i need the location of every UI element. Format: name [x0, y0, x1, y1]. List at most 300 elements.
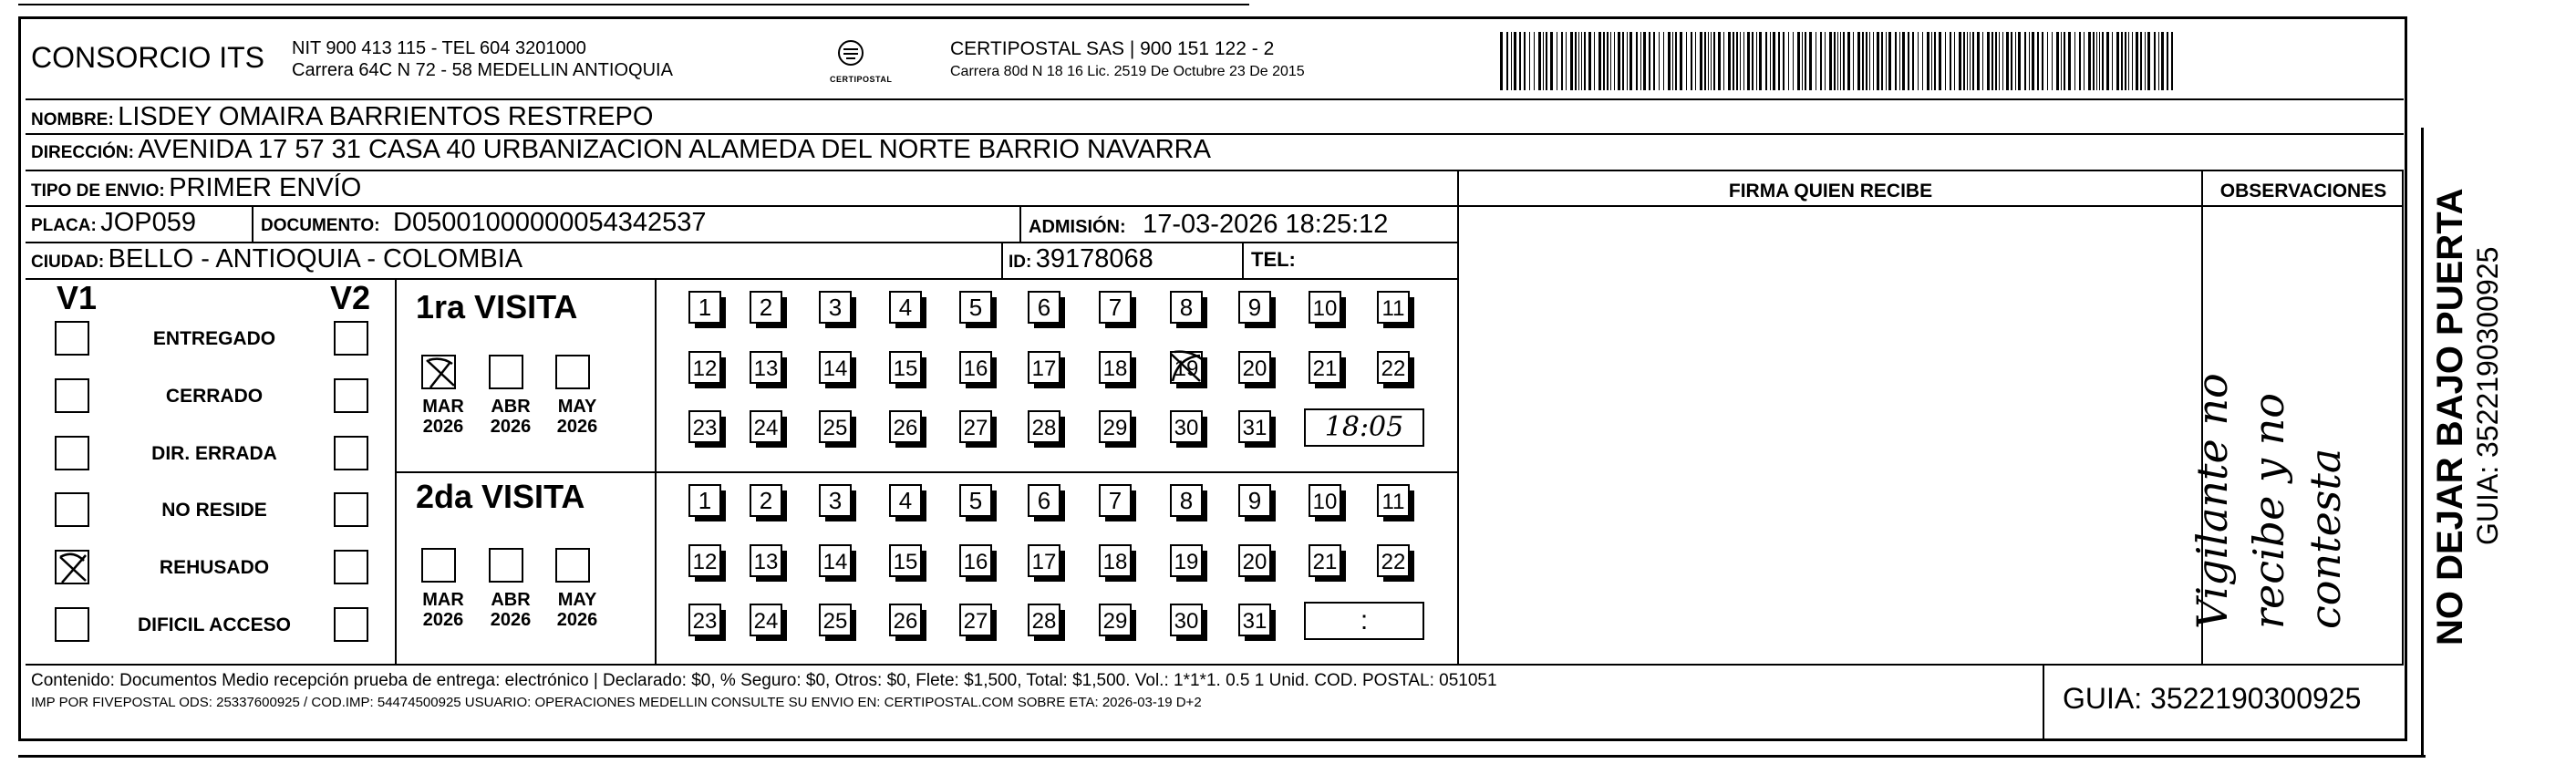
v2-checkbox[interactable] — [334, 321, 368, 356]
footer-top-line — [26, 664, 2404, 666]
firma-left-border — [1457, 170, 1459, 664]
day-box[interactable] — [959, 484, 992, 517]
barcode-bar — [1718, 32, 1721, 90]
day-box[interactable] — [1238, 351, 1271, 384]
day-number: 30 — [1174, 416, 1199, 440]
right-frame-line — [2421, 128, 2424, 757]
placa-row — [31, 208, 196, 238]
day-number: 2 — [759, 487, 773, 514]
barcode-bar — [1747, 32, 1750, 90]
barcode-bar — [1524, 32, 1526, 90]
barcode-bar — [1899, 32, 1900, 90]
admision-row — [1029, 210, 1388, 240]
barcode-bar — [1636, 32, 1638, 90]
day-box[interactable] — [1099, 410, 1132, 443]
barcode-bar — [1603, 32, 1605, 90]
day-box[interactable] — [819, 410, 852, 443]
barcode-bar — [1581, 32, 1582, 90]
barcode-bar — [2112, 32, 2113, 90]
barcode-bar — [1570, 32, 1573, 90]
barcode-bar — [1519, 32, 1521, 90]
tipo-envio-row — [31, 173, 361, 203]
ciudad-label: CIUDAD: — [31, 253, 105, 272]
admision-value: 17-03-2026 18:25:12 — [1143, 210, 1389, 239]
day-number: 16 — [963, 550, 988, 574]
day-number: 13 — [753, 550, 779, 574]
documento-row — [261, 208, 707, 238]
status-label: REHUSADO — [159, 557, 270, 578]
status-label: DIR. ERRADA — [151, 443, 277, 464]
v2-label: V2 — [330, 279, 371, 316]
day-number: 17 — [1031, 550, 1057, 574]
barcode-bar — [1708, 32, 1709, 90]
day-number: 1 — [698, 294, 712, 321]
month-checkbox[interactable] — [421, 548, 456, 583]
v2-checkbox[interactable] — [334, 550, 368, 584]
barcode-bar — [1972, 32, 1974, 90]
barcode-bar — [1765, 32, 1767, 90]
barcode-bar — [1888, 32, 1891, 90]
day-number: 10 — [1312, 490, 1338, 514]
placa-label: PLACA: — [31, 216, 97, 235]
barcode-bar — [2074, 32, 2075, 90]
v2-checkbox[interactable] — [334, 607, 368, 642]
day-number: 19 — [1174, 550, 1199, 574]
id-row — [1009, 244, 1154, 274]
barcode-bar — [2084, 32, 2085, 90]
day-box[interactable] — [1238, 410, 1271, 443]
barcode-bar — [1773, 32, 1775, 90]
day-number: 31 — [1242, 609, 1267, 634]
barcode-bar — [1809, 32, 1812, 90]
day-number: 25 — [822, 416, 848, 440]
time-value: 18:05 — [1324, 411, 1404, 443]
barcode-bar — [1922, 32, 1923, 90]
barcode-bar — [1594, 32, 1595, 90]
barcode-bar — [1895, 32, 1897, 90]
day-number: 29 — [1102, 609, 1128, 634]
month-name: ABR — [491, 397, 531, 417]
day-box[interactable] — [688, 351, 721, 384]
barcode-bar — [1843, 32, 1845, 90]
barcode-bar — [1886, 32, 1887, 90]
barcode-bar — [2093, 32, 2095, 90]
barcode-bar — [2167, 32, 2168, 90]
barcode-bar — [1862, 32, 1864, 90]
day-number: 11 — [1381, 490, 1405, 514]
day-box[interactable] — [1028, 351, 1060, 384]
day-box[interactable] — [688, 291, 721, 324]
barcode-bar — [1659, 32, 1660, 90]
barcode-bar — [1610, 32, 1611, 90]
day-box[interactable] — [959, 410, 992, 443]
day-box[interactable] — [1028, 291, 1060, 324]
barcode-bar — [1995, 32, 1997, 90]
day-box[interactable] — [889, 604, 922, 636]
day-box[interactable] — [1377, 291, 1410, 324]
barcode-bar — [2171, 32, 2173, 90]
barcode-bar — [1959, 32, 1961, 90]
month-checkbox[interactable] — [555, 355, 590, 389]
v2-checkbox[interactable] — [334, 378, 368, 413]
day-number: 20 — [1242, 550, 1267, 574]
company-name: CONSORCIO ITS — [31, 41, 265, 74]
barcode-bar — [1649, 32, 1650, 90]
day-box[interactable] — [819, 351, 852, 384]
barcode-bar — [1945, 32, 1946, 90]
certipostal-logo — [830, 36, 872, 78]
barcode-bar — [1847, 32, 1850, 90]
barcode-bar — [2158, 32, 2159, 90]
barcode-bar — [1584, 32, 1586, 90]
first-visit-label: 1ra VISITA — [416, 288, 578, 325]
day-box[interactable] — [1099, 604, 1132, 636]
company-nit: NIT 900 413 115 - TEL 604 3201000 — [292, 38, 586, 58]
barcode-bar — [1680, 32, 1682, 90]
barcode-bar — [2056, 32, 2059, 90]
barcode-bar — [2002, 32, 2003, 90]
row-line-4 — [26, 242, 1459, 243]
month-label — [552, 590, 603, 630]
row-line-5 — [26, 278, 1459, 280]
barcode-bar — [1793, 32, 1794, 90]
day-box[interactable] — [889, 291, 922, 324]
day-box[interactable] — [819, 484, 852, 517]
id-value: 39178068 — [1035, 244, 1154, 274]
barcode-bar — [1538, 32, 1541, 90]
month-name: MAY — [557, 397, 597, 417]
day-number: 4 — [898, 487, 913, 514]
footer-guia: GUIA: 3522190300925 — [2063, 682, 2362, 715]
handwritten-observation: Vigilante no recibe y no contesta — [2188, 373, 2350, 629]
day-number: 28 — [1031, 609, 1057, 634]
barcode-bar — [2125, 32, 2126, 90]
barcode-bar — [1529, 32, 1530, 90]
day-box[interactable] — [1170, 291, 1203, 324]
day-box[interactable] — [1238, 544, 1271, 577]
day-box[interactable] — [1099, 544, 1132, 577]
barcode-bar — [1713, 32, 1715, 90]
second-visit-label: 2da VISITA — [416, 478, 585, 515]
day-box[interactable] — [1028, 484, 1060, 517]
barcode-bar — [1967, 32, 1968, 90]
day-box[interactable] — [1170, 604, 1203, 636]
barcode-bar — [2068, 32, 2071, 90]
day-number: 17 — [1031, 356, 1057, 381]
day-number: 14 — [822, 356, 848, 381]
barcode-bar — [1740, 32, 1741, 90]
tel-label: TEL: — [1251, 248, 1296, 271]
nombre-label: NOMBRE: — [31, 110, 114, 129]
barcode-bar — [1622, 32, 1624, 90]
barcode-bar — [2037, 32, 2039, 90]
side-guia: GUIA: 3522190300925 — [2471, 246, 2504, 545]
day-number: 21 — [1312, 550, 1338, 574]
month-year: 2026 — [422, 610, 464, 630]
barcode-bar — [1728, 32, 1731, 90]
logo-text: CERTIPOSTAL — [830, 75, 893, 84]
day-number: 29 — [1102, 416, 1128, 440]
v1-checkbox[interactable] — [55, 550, 89, 584]
observaciones-right-border — [2402, 170, 2404, 664]
day-number: 22 — [1381, 356, 1406, 381]
barcode-bar — [1534, 32, 1535, 90]
barcode-bar — [1736, 32, 1738, 90]
barcode-bar — [2079, 32, 2081, 90]
barcode-bar — [1869, 32, 1870, 90]
nombre-row — [31, 102, 653, 132]
admision-label: ADMISIÓN: — [1029, 217, 1126, 237]
month-year: 2026 — [490, 417, 532, 437]
ciudad-value: BELLO - ANTIOQUIA - COLOMBIA — [108, 244, 523, 274]
barcode-bar — [2145, 32, 2146, 90]
tel-divider — [1242, 242, 1244, 278]
barcode-bar — [1546, 32, 1547, 90]
day-box[interactable] — [1170, 351, 1203, 384]
day-box[interactable] — [959, 291, 992, 324]
months-days-divider — [655, 278, 657, 664]
month-name: ABR — [491, 590, 531, 610]
day-box[interactable] — [819, 291, 852, 324]
footer-print-line: IMP POR FIVEPOSTAL ODS: 25337600925 / COD.IMP: 54474500925 USUARIO: OPERACIONES MEDELLIN CONSULTE SU ENVIO EN: CERTIPOSTAL.COM SOBRE ETA: 2026-03-19 D+2 — [31, 695, 1202, 710]
v2-checkbox[interactable] — [334, 436, 368, 470]
barcode-bar — [2042, 32, 2043, 90]
barcode-bar — [1902, 32, 1905, 90]
v1-checkbox[interactable] — [55, 607, 89, 642]
barcode-bar — [2121, 32, 2123, 90]
barcode-bar — [2116, 32, 2119, 90]
day-box[interactable] — [688, 544, 721, 577]
barcode-bar — [1578, 32, 1579, 90]
barcode-bar — [2029, 32, 2030, 90]
barcode-bar — [1834, 32, 1836, 90]
v1-checkbox[interactable] — [55, 436, 89, 470]
barcode-bar — [1778, 32, 1780, 90]
barcode-bar — [1663, 32, 1664, 90]
day-box[interactable] — [750, 604, 782, 636]
day-number: 18 — [1102, 356, 1128, 381]
observaciones-label: OBSERVACIONES — [2219, 181, 2387, 201]
day-box[interactable] — [688, 604, 721, 636]
day-box[interactable] — [750, 410, 782, 443]
ciudad-row — [31, 244, 522, 274]
day-box[interactable] — [688, 484, 721, 517]
month-checkbox[interactable] — [555, 548, 590, 583]
day-box[interactable] — [1238, 484, 1271, 517]
barcode-bar — [2047, 32, 2048, 90]
barcode-bar — [1691, 32, 1692, 90]
day-number: 9 — [1247, 487, 1262, 514]
day-box[interactable] — [1099, 351, 1132, 384]
v2-checkbox[interactable] — [334, 492, 368, 527]
day-box[interactable] — [959, 604, 992, 636]
documento-label: DOCUMENTO: — [261, 216, 380, 235]
barcode-bar — [1566, 32, 1567, 90]
barcode-bar — [2088, 32, 2091, 90]
month-name: MAY — [557, 590, 597, 610]
tipo-envio-label: TIPO DE ENVIO: — [31, 181, 165, 201]
day-box[interactable] — [1028, 544, 1060, 577]
footer-guia-divider — [2043, 664, 2044, 738]
day-number: 31 — [1242, 416, 1267, 440]
barcode-bar — [1618, 32, 1620, 90]
barcode-bar — [1840, 32, 1841, 90]
barcode-bar — [1866, 32, 1867, 90]
day-number: 7 — [1108, 487, 1122, 514]
barcode-bar — [1912, 32, 1914, 90]
day-box[interactable] — [1309, 484, 1341, 517]
barcode-bar — [2018, 32, 2021, 90]
firma-label: FIRMA QUIEN RECIBE — [1728, 181, 1933, 201]
barcode-bar — [1999, 32, 2000, 90]
time-box[interactable] — [1304, 408, 1424, 447]
barcode-bar — [2096, 32, 2097, 90]
barcode-bar — [1857, 32, 1860, 90]
placa-value: JOP059 — [100, 208, 197, 237]
day-number: 26 — [893, 416, 918, 440]
day-box[interactable] — [1028, 604, 1060, 636]
barcode-bar — [2064, 32, 2065, 90]
day-box[interactable] — [750, 484, 782, 517]
month-year: 2026 — [556, 417, 598, 437]
barcode-bar — [1561, 32, 1563, 90]
day-box[interactable] — [819, 544, 852, 577]
postal-license: Carrera 80d N 18 16 Lic. 2519 De Octubre 23 De 2015 — [950, 64, 1305, 79]
barcode-bar — [1733, 32, 1734, 90]
v1-label: V1 — [57, 279, 98, 316]
barcode-bar — [2154, 32, 2156, 90]
day-number: 8 — [1179, 487, 1194, 514]
day-box[interactable] — [1099, 484, 1132, 517]
day-number: 21 — [1312, 356, 1338, 381]
barcode-bar — [1877, 32, 1879, 90]
month-checkbox[interactable] — [421, 355, 456, 389]
month-checkbox[interactable] — [489, 548, 523, 583]
day-number: 1 — [698, 487, 712, 514]
day-number: 9 — [1247, 294, 1262, 321]
day-number: 15 — [893, 356, 918, 381]
day-box[interactable] — [1170, 410, 1203, 443]
day-number: 20 — [1242, 356, 1267, 381]
id-label: ID: — [1009, 253, 1032, 272]
barcode-bar — [2011, 32, 2012, 90]
day-box[interactable] — [1238, 291, 1271, 324]
day-number: 26 — [893, 609, 918, 634]
barcode-bar — [1939, 32, 1941, 90]
barcode-bar — [1514, 32, 1516, 90]
day-box[interactable] — [750, 544, 782, 577]
day-box[interactable] — [688, 410, 721, 443]
company-address: Carrera 64C N 72 - 58 MEDELLIN ANTIOQUIA — [292, 60, 673, 80]
barcode-bar — [1881, 32, 1883, 90]
month-label — [485, 397, 536, 437]
postal-company: CERTIPOSTAL SAS | 900 151 122 - 2 — [950, 38, 1275, 59]
barcode-bar — [2032, 32, 2034, 90]
day-box[interactable] — [750, 351, 782, 384]
v1-checkbox[interactable] — [55, 321, 89, 356]
documento-value: D05001000000054342537 — [393, 208, 707, 237]
v1-checkbox[interactable] — [55, 492, 89, 527]
barcode-bar — [1506, 32, 1508, 90]
day-box[interactable] — [889, 484, 922, 517]
day-box[interactable] — [1170, 484, 1203, 517]
barcode-bar — [1550, 32, 1553, 90]
barcode-bar — [2136, 32, 2138, 90]
day-box[interactable] — [889, 410, 922, 443]
barcode-bar — [1991, 32, 1993, 90]
barcode-bar — [1820, 32, 1822, 90]
barcode-bar — [1614, 32, 1615, 90]
barcode-bar — [1825, 32, 1826, 90]
barcode — [1500, 32, 2179, 90]
barcode-bar — [1723, 32, 1724, 90]
barcode-bar — [1873, 32, 1874, 90]
month-checkbox[interactable] — [489, 355, 523, 389]
day-box[interactable] — [1377, 351, 1410, 384]
day-box[interactable] — [959, 544, 992, 577]
barcode-bar — [1607, 32, 1609, 90]
day-box[interactable] — [819, 604, 852, 636]
day-box[interactable] — [889, 544, 922, 577]
barcode-bar — [2106, 32, 2109, 90]
day-box[interactable] — [1377, 544, 1410, 577]
barcode-bar — [1511, 32, 1512, 90]
day-box[interactable] — [1309, 544, 1341, 577]
id-divider — [1001, 242, 1003, 278]
time-box[interactable] — [1304, 602, 1424, 640]
direccion-label: DIRECCIÓN: — [31, 143, 134, 162]
day-number: 11 — [1381, 296, 1405, 321]
day-number: 12 — [692, 550, 718, 574]
barcode-bar — [1543, 32, 1544, 90]
day-box[interactable] — [1377, 484, 1410, 517]
month-label — [418, 590, 469, 630]
day-box[interactable] — [750, 291, 782, 324]
barcode-bar — [1643, 32, 1646, 90]
day-box[interactable] — [889, 351, 922, 384]
status-label: DIFICIL ACCESO — [137, 614, 291, 635]
barcode-bar — [1575, 32, 1577, 90]
tipo-envio-value: PRIMER ENVÍO — [169, 173, 362, 202]
day-number: 13 — [753, 356, 779, 381]
barcode-bar — [1640, 32, 1641, 90]
barcode-bar — [1927, 32, 1929, 90]
day-box[interactable] — [1028, 410, 1060, 443]
barcode-bar — [1963, 32, 1965, 90]
day-box[interactable] — [1170, 544, 1203, 577]
barcode-bar — [1759, 32, 1762, 90]
day-number: 28 — [1031, 416, 1057, 440]
status-label: CERRADO — [165, 386, 264, 407]
day-box[interactable] — [1099, 291, 1132, 324]
month-year: 2026 — [490, 610, 532, 630]
day-box[interactable] — [1309, 351, 1341, 384]
direccion-row — [31, 135, 1211, 165]
v1-checkbox[interactable] — [55, 378, 89, 413]
barcode-bar — [2102, 32, 2104, 90]
status-label: NO RESIDE — [161, 500, 267, 521]
day-number: 23 — [692, 609, 718, 634]
day-mark — [1169, 350, 1205, 387]
month-label — [485, 590, 536, 630]
day-box[interactable] — [1238, 604, 1271, 636]
day-box[interactable] — [1309, 291, 1341, 324]
day-number: 15 — [893, 550, 918, 574]
day-box[interactable] — [959, 351, 992, 384]
day-number: 10 — [1312, 296, 1338, 321]
barcode-bar — [1954, 32, 1955, 90]
barcode-bar — [1668, 32, 1671, 90]
